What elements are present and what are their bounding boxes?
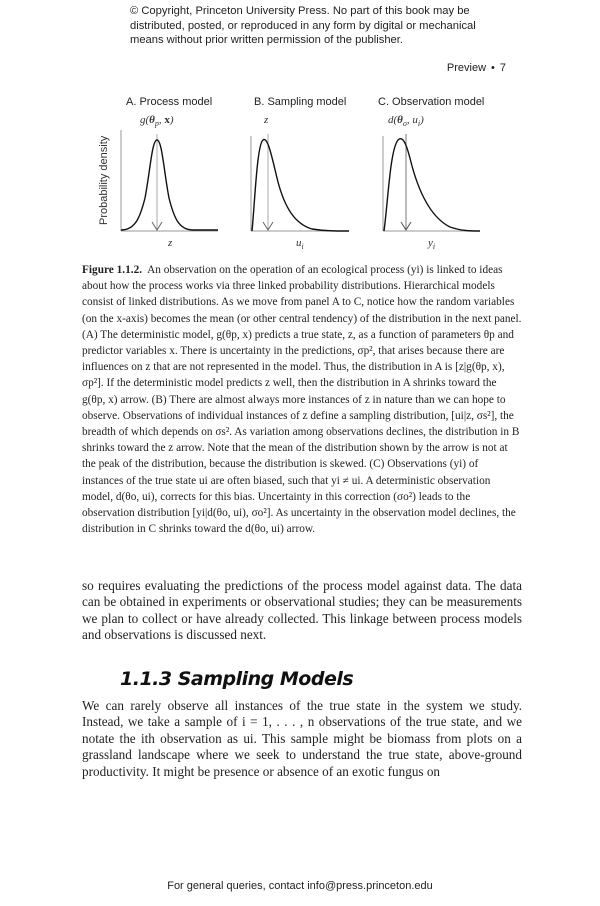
bullet-separator: • <box>491 62 495 74</box>
panel-c-x-label: $y_i$ <box>428 237 436 252</box>
panel-a-plot <box>121 130 218 231</box>
figure-caption <box>82 262 522 537</box>
copyright-notice: © Copyright, Princeton University Press. No part of this book may be distributed, posted, or reproduced in any form by digital or mechanical means without prior written permission of the publisher. <box>130 5 476 47</box>
panel-a-title: A. Process model <box>126 96 213 108</box>
running-head <box>447 62 506 74</box>
footer-contact: For general queries, contact info@press.princeton.edu <box>167 880 433 892</box>
figure-1-1-2 <box>90 90 510 255</box>
body-paragraph-1: so requires evaluating the predictions of the process model against data. The data can be obtained in experiments or observational studies; they can be measurements we plan to collect or have already collected. This linkage between process models and observations is discussed next. <box>82 578 522 643</box>
panel-b-title: B. Sampling model <box>254 96 347 108</box>
panel-b-x-label: $u_i$ <box>296 237 304 252</box>
caption-label: Figure 1.1.2. <box>82 264 143 276</box>
panel-b-plot <box>251 134 349 231</box>
running-head-label: Preview <box>446 62 487 74</box>
panel-c-arrow-label: $d(\theta_o$, $u_i$) <box>388 114 424 129</box>
panel-c-plot <box>383 134 480 231</box>
body-paragraph-2: We can rarely observe all instances of the true state in the system we study. Instead, we take a sample of i = 1, . . . , n observations of the true state, and we notate the ith observation as ui. This sample might be biomass from plots on a grassland landscape where we seek to understand the true state, above-ground productivity. It might be presence or absence of an exotic fungus on <box>82 698 522 779</box>
panel-c-title: C. Observation model <box>378 96 485 108</box>
panel-a-arrow-label: $g(\theta_p$, x) <box>140 114 174 129</box>
y-axis-label: Probability density <box>98 135 110 225</box>
panel-b-arrow-label: z <box>264 114 269 126</box>
caption-text: An observation on the operation of an ecological process (yi) is linked to ideas about how the process works via three linked probability distributions. Hierarchical models consist of linked distributions. As we move from panel A to C, notice how the random variables (on the x-axis) becomes the mean (or other central tendency) of the distribution in the next panel. (A) The deterministic model, g(θp, x) predicts a true state, z, as a function of parameters θp and predictor variables x. There is uncertainty in the predictions, σp², that arises because there are influences on z that are not represented in the model. Thus, the distribution in A is [z|g(θp, x), σp²]. If the deterministic model predicts z well, then the distribution in A shrinks toward the g(θp, x) arrow. (B) There are almost always more instances of z in nature than we can hope to observe. Observations of individual instances of z define a sampling distribution, [ui|z, σs²], the breadth of which depends on σs². As variation among observations declines, the distribution in B shrinks toward the z arrow. Note that the mean of the distribution shown by the arrow is not at the peak of the distribution, because the distribution is skewed. (C) Observations (yi) of instances of the true state ui are often biased, such that yi ≠ ui. A deterministic observation model, d(θo, ui), corrects for this bias. Uncertainty in this correction (σo²) leads to the observation distribution [yi|d(θo, ui), σo²]. As uncertainty in the observation model declines, the distribution in C shrinks toward the d(θo, ui) arrow. <box>82 264 522 536</box>
page-number: 7 <box>499 62 506 74</box>
density-plots <box>90 90 510 255</box>
panel-a-x-label: z <box>168 237 173 249</box>
section-heading: 1.1.3 Sampling Models <box>120 668 354 690</box>
